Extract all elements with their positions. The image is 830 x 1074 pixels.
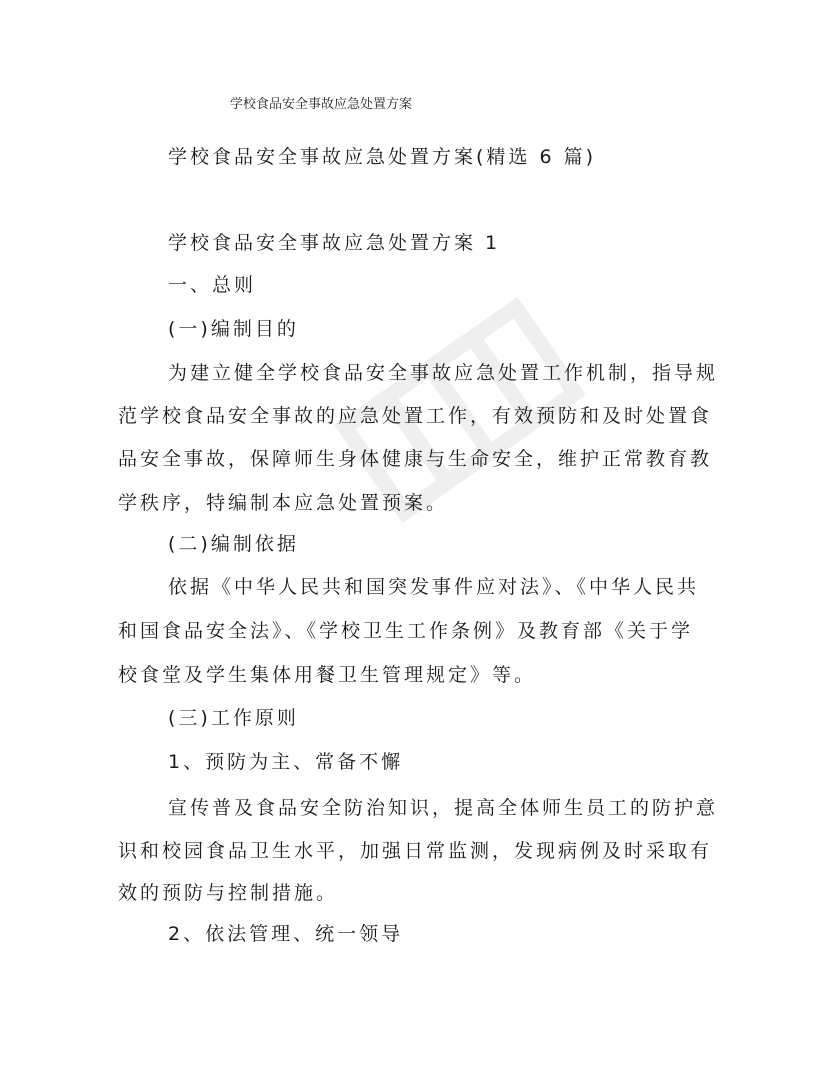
paragraph-line: 和国食品安全法》、《学校卫生工作条例》及教育部《关于学 bbox=[118, 620, 694, 642]
paragraph-line: 范学校食品安全事故的应急处置工作，有效预防和及时处置食 bbox=[118, 405, 713, 427]
paragraph-line: 为建立健全学校食品安全事故应急处置工作机制，指导规 bbox=[168, 362, 719, 384]
principle-heading: 1、预防为主、常备不懈 bbox=[168, 751, 404, 773]
paragraph-line: 效的预防与控制措施。 bbox=[118, 882, 339, 904]
page-header: 学校食品安全事故应急处置方案 bbox=[230, 97, 413, 112]
subsection-heading: (三)工作原则 bbox=[168, 707, 299, 729]
paragraph-line: 宣传普及食品安全防治知识，提高全体师生员工的防护意 bbox=[168, 797, 719, 819]
subsection-heading: (二)编制依据 bbox=[168, 533, 299, 555]
paragraph-line: 校食堂及学生集体用餐卫生管理规定》等。 bbox=[118, 664, 537, 686]
paragraph-line: 依据《中华人民共和国突发事件应对法》、《中华人民共 bbox=[168, 576, 700, 598]
section-title: 学校食品安全事故应急处置方案 1 bbox=[168, 232, 501, 254]
principle-heading: 2、依法管理、统一领导 bbox=[168, 923, 404, 945]
chapter-heading: 一、总则 bbox=[168, 274, 257, 296]
subsection-heading: (一)编制目的 bbox=[168, 318, 299, 340]
document-title: 学校食品安全事故应急处置方案(精选 6 篇) bbox=[168, 146, 596, 168]
paragraph-line: 识和校园食品卫生水平，加强日常监测，发现病例及时采取有 bbox=[118, 840, 713, 862]
paragraph-line: 学秩序，特编制本应急处置预案。 bbox=[118, 492, 449, 514]
paragraph-line: 品安全事故，保障师生身体健康与生命安全，维护正常教育教 bbox=[118, 448, 713, 470]
